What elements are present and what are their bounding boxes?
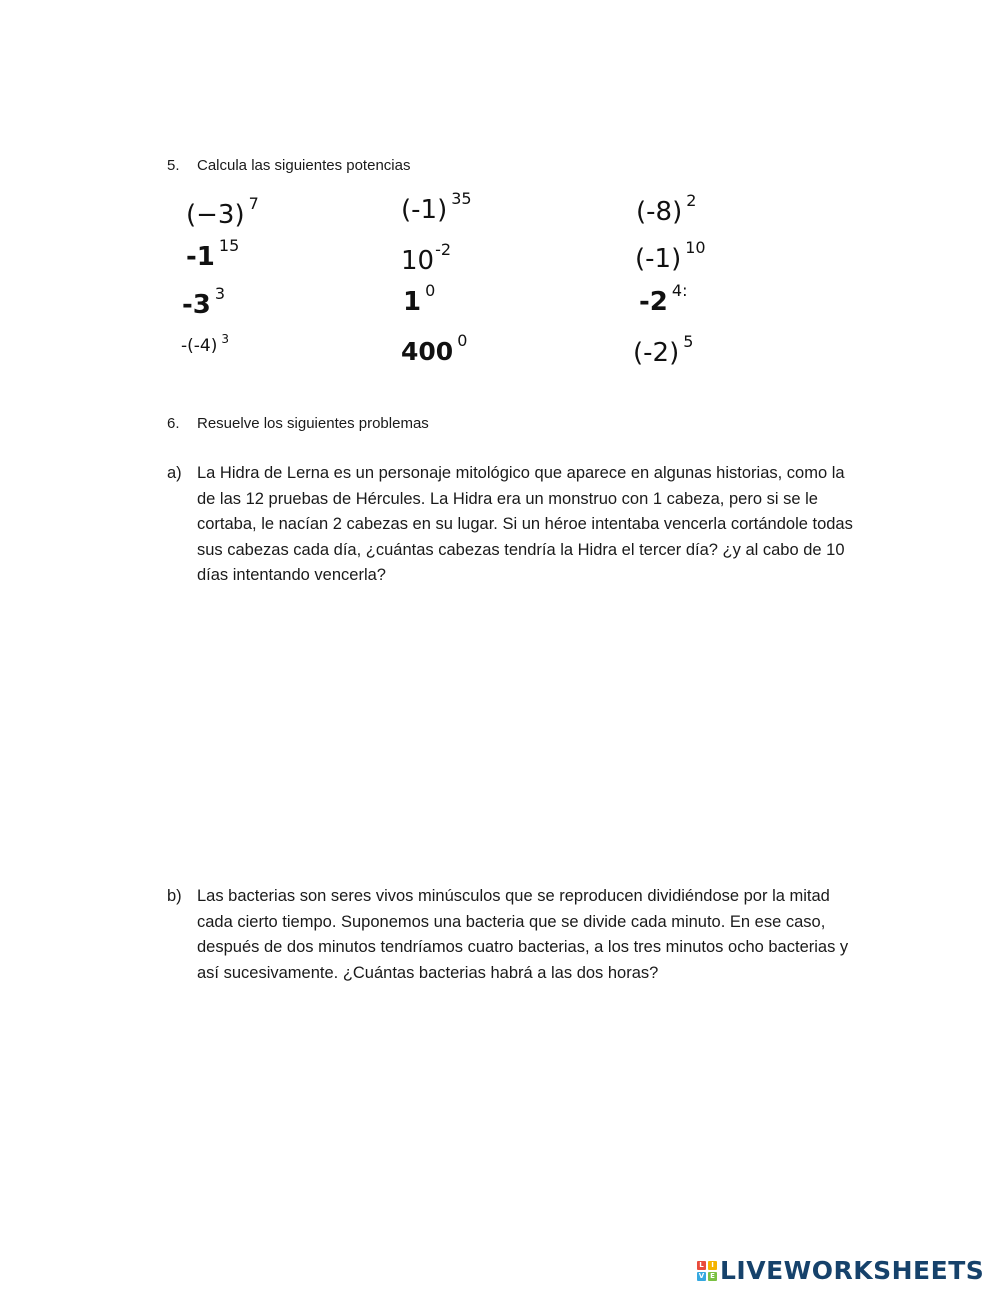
power-item [401, 240, 452, 276]
power-base: -(-4) [181, 336, 218, 356]
power-item [403, 281, 436, 317]
power-item [401, 331, 468, 366]
question-6-title: Resuelve los siguientes problemas [197, 415, 429, 432]
question-6-heading [167, 415, 429, 432]
power-exponent: 3 [221, 332, 229, 346]
problem-b [167, 884, 862, 986]
problem-a [167, 461, 857, 589]
power-exponent: 0 [425, 281, 436, 300]
power-base: -2 [639, 287, 668, 317]
logo-text: LIVEWORKSHEETS [720, 1256, 985, 1285]
power-item [636, 191, 697, 227]
problem-label: a) [167, 464, 182, 482]
power-exponent: -2 [435, 240, 452, 259]
power-exponent: 0 [457, 331, 468, 350]
problem-text: La Hidra de Lerna es un personaje mitológico que aparece en algunas historias, como la de las 12 pruebas de Hércules. La Hidra era un monstruo con 1 cabeza, pero si se le cortaba, le nacían 2 cabezas en su lugar. Si un héroe intentaba vencerla cortándole todas sus cabezas cada día, ¿cuántas cabezas tendría la Hidra el tercer día? ¿y al cabo de 10 días intentando vencerla? [197, 464, 853, 584]
power-item [181, 332, 229, 356]
logo-block: L [697, 1261, 706, 1270]
power-item [639, 281, 688, 317]
power-item [635, 238, 706, 274]
power-item [401, 189, 472, 225]
power-base: (-8) [636, 197, 683, 227]
liveworksheets-logo [697, 1256, 984, 1285]
power-item [633, 332, 694, 368]
question-5-heading [167, 157, 410, 174]
logo-block: I [708, 1261, 717, 1270]
problem-label: b) [167, 887, 182, 905]
power-exponent: 10 [685, 238, 706, 257]
question-5-title: Calcula las siguientes potencias [197, 157, 411, 174]
question-5-number: 5. [167, 157, 180, 174]
power-exponent: 4: [671, 281, 688, 300]
power-exponent: 15 [218, 236, 240, 255]
power-exponent: 5 [683, 332, 694, 351]
power-base: 400 [401, 337, 454, 366]
power-base: -3 [182, 290, 211, 320]
power-exponent: 2 [686, 191, 697, 210]
power-item [186, 236, 240, 272]
power-base: -1 [186, 242, 215, 272]
logo-block: V [698, 1271, 705, 1280]
power-base: (-2) [633, 338, 680, 368]
problem-text: Las bacterias son seres vivos minúsculos que se reproducen dividiéndose por la mitad cada cierto tiempo. Suponemos una bacteria que se divide cada minuto. En ese caso, después de dos minutos tendríamos cuatro bacterias, a los tres minutos ocho bacterias y así sucesivamente. ¿Cuántas bacterias habrá a las dos horas? [197, 887, 849, 982]
power-base: (−3) [186, 200, 245, 230]
power-base: 1 [403, 287, 422, 317]
power-base: (-1) [635, 244, 682, 274]
question-6-number: 6. [167, 415, 180, 432]
power-item [186, 194, 259, 230]
power-base: 10 [401, 246, 435, 276]
power-exponent: 35 [451, 189, 472, 208]
power-exponent: 7 [248, 194, 259, 213]
power-base: (-1) [401, 195, 448, 225]
logo-block: E [708, 1272, 717, 1281]
power-exponent: 3 [214, 284, 226, 303]
logo-icon [697, 1261, 717, 1281]
power-item [182, 284, 226, 320]
